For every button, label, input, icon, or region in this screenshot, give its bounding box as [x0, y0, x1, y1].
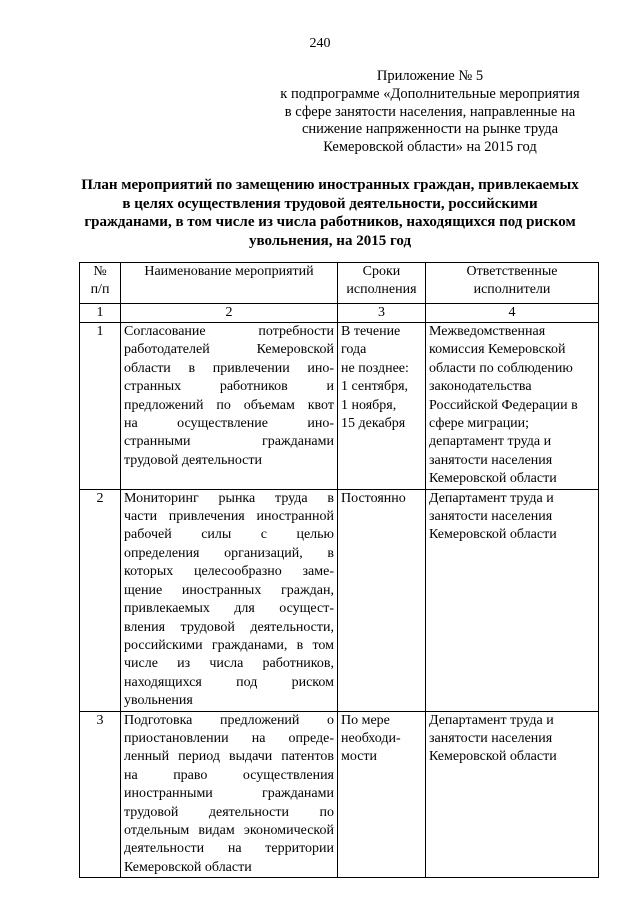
row-number: 1	[80, 323, 121, 490]
header-responsible	[426, 263, 599, 304]
appendix-line: в сфере занятости населения, направленные на	[284, 103, 576, 120]
responsible-line: Департамент труда и	[429, 490, 554, 506]
deadline-line: года	[341, 342, 367, 358]
appendix-line: Кемеровской области» на 2015 год	[323, 139, 537, 156]
table-body	[80, 323, 599, 878]
column-number: 3	[338, 304, 426, 323]
event-name-line: определения организаций, в	[124, 545, 334, 561]
deadline-line: По мере	[341, 712, 390, 728]
event-name-line: которых целесообразно заме-	[124, 564, 334, 580]
appendix-line: к подпрограмме «Дополнительные мероприятия	[280, 85, 580, 102]
responsible-line: области по соблюдению	[429, 360, 573, 376]
event-name-line: трудовой деятельности по	[124, 804, 334, 820]
event-name-line: приостановлении на опреде-	[124, 730, 334, 746]
event-name-line: вления трудовой деятельности,	[124, 619, 334, 635]
title-line: в целях осуществления трудовой деятельности, российскими	[122, 195, 538, 212]
responsible-line: сфере миграции;	[429, 416, 530, 432]
event-name-line: Подготовка предложений о	[124, 712, 334, 728]
header-line: п/п	[90, 282, 110, 298]
appendix-line: снижение напряженности на рынке труда	[301, 121, 559, 138]
responsible-line: Российской Федерации в	[429, 397, 578, 413]
header-name	[121, 263, 338, 304]
column-number: 4	[426, 304, 599, 323]
responsible-line: законодательства	[429, 379, 532, 395]
event-name-line: части привлечения иностранной	[124, 509, 334, 525]
event-name-line: Согласование потребности	[124, 324, 334, 339]
deadline-line: 15 декабря	[341, 416, 406, 432]
table-header-row	[80, 263, 599, 304]
event-name-line: странными гражданами	[124, 434, 334, 450]
row-number: 3	[80, 711, 121, 878]
event-name-line: на осуществление ино-	[124, 416, 334, 432]
responsible-line: занятости населения	[429, 730, 553, 746]
header-line: исполнители	[473, 282, 551, 298]
event-name-line: трудовой деятельности	[124, 452, 262, 468]
title-line: План мероприятий по замещению иностранных граждан, привлекаемых	[81, 177, 579, 193]
event-name-line: Кемеровской области	[124, 859, 252, 875]
document-title	[70, 176, 590, 250]
header-line: Наименование мероприятий	[144, 264, 314, 279]
event-name	[121, 711, 338, 878]
responsible	[426, 323, 599, 490]
event-name	[121, 323, 338, 490]
title-line: гражданами, в том числе из числа работников, находящихся под риском	[84, 214, 576, 231]
header-term	[338, 263, 426, 304]
deadline-line: мости	[341, 749, 378, 765]
responsible-line: департамент труда и	[429, 434, 552, 450]
responsible	[426, 489, 599, 711]
event-name-line: на право осуществления	[124, 767, 334, 783]
responsible-line: Кемеровской области	[429, 749, 557, 765]
event-name-line: привлекаемых для осущест-	[124, 601, 334, 617]
responsible-line: Департамент труда и	[429, 712, 554, 728]
deadline-line: не позднее:	[341, 360, 409, 376]
event-name-line: числе из числа работников,	[124, 656, 334, 672]
event-name-line: деятельности на территории	[124, 841, 334, 857]
deadline-line: 1 сентября,	[341, 379, 409, 395]
deadline	[338, 489, 426, 711]
header-line: Сроки	[362, 264, 401, 279]
event-name-line: области в привлечении ино-	[124, 360, 334, 376]
header-num	[80, 263, 121, 304]
event-name-line: отдельным видам экономической	[124, 822, 334, 838]
row-number: 2	[80, 489, 121, 711]
column-number: 2	[121, 304, 338, 323]
responsible-line: Межведомственная	[429, 324, 546, 339]
event-name-line: ленный период выдачи патентов	[124, 749, 334, 765]
deadline	[338, 323, 426, 490]
responsible-line: комиссия Кемеровской	[429, 342, 566, 358]
event-name-line: щение иностранных граждан,	[124, 582, 334, 598]
event-name	[121, 489, 338, 711]
appendix-caption	[270, 68, 590, 157]
event-name-line: российскими гражданами, в том	[124, 637, 334, 653]
table-row	[80, 711, 599, 878]
table-row	[80, 489, 599, 711]
table-row	[80, 323, 599, 490]
deadline-line: В течение	[341, 324, 401, 339]
deadline-line: Постоянно	[341, 490, 406, 506]
responsible-line: Кемеровской области	[429, 527, 557, 543]
deadline-line: 1 ноября,	[341, 397, 397, 413]
responsible-line: Кемеровской области	[429, 471, 557, 487]
page-number: 240	[309, 36, 331, 51]
header-line: Ответственные	[466, 264, 558, 279]
responsible-line: занятости населения	[429, 452, 553, 468]
title-line: увольнения, на 2015 год	[248, 232, 412, 249]
event-name-line: работодателей Кемеровской	[124, 342, 334, 358]
event-name-line: странных работников и	[124, 379, 334, 395]
deadline	[338, 711, 426, 878]
header-line: исполнения	[346, 282, 417, 298]
event-name-line: Мониторинг рынка труда в	[124, 490, 334, 506]
responsible-line: занятости населения	[429, 509, 553, 525]
deadline-line: необходи-	[341, 730, 401, 746]
appendix-line: Приложение № 5	[376, 68, 484, 84]
event-name-line: иностранными гражданами	[124, 786, 334, 802]
responsible	[426, 711, 599, 878]
event-name-line: увольнения	[124, 693, 193, 709]
column-number: 1	[80, 304, 121, 323]
event-name-line: находящихся под риском	[124, 674, 334, 690]
header-line: №	[93, 264, 107, 279]
plan-table	[79, 262, 599, 878]
column-number-row	[80, 304, 599, 323]
event-name-line: рабочей силы с целью	[124, 527, 334, 543]
event-name-line: предложений по объемам квот	[124, 397, 334, 413]
